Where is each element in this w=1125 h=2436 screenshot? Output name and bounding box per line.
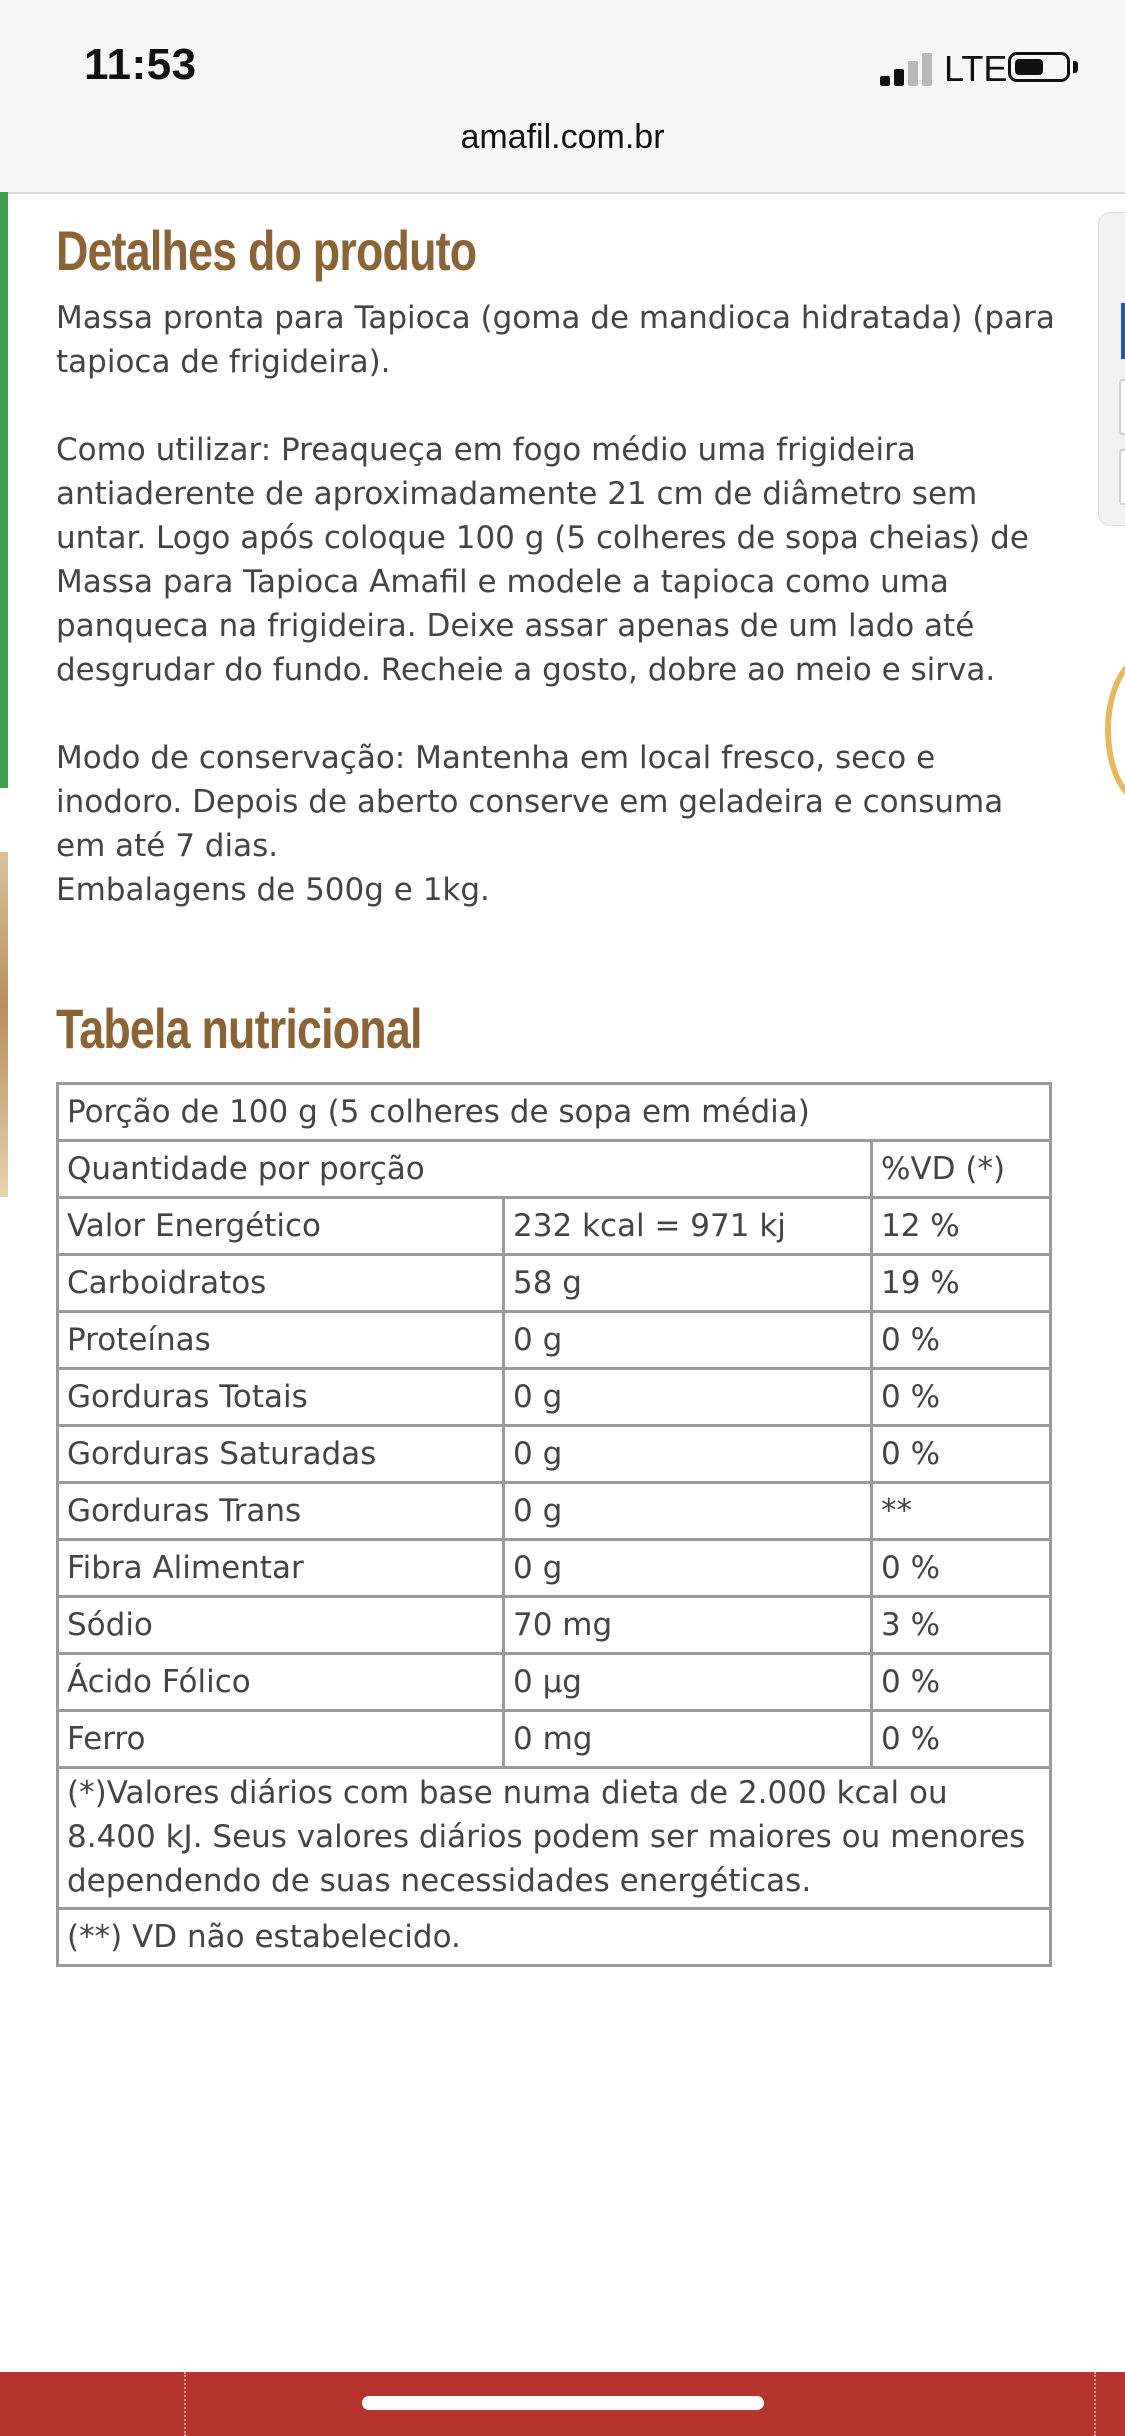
battery-icon [1008, 52, 1070, 82]
nutrient-vd-cell: 0 % [872, 1426, 1051, 1483]
details-title: Detalhes do produto [56, 219, 477, 282]
details-paragraph: Massa pronta para Tapioca (goma de mandioca hidratada) (para tapioca de frigideira). [56, 300, 1055, 380]
nutrient-name-cell: Gorduras Trans [58, 1483, 504, 1540]
nutrient-vd-cell: ** [872, 1483, 1051, 1540]
network-type: LTE [944, 48, 1008, 89]
right-edge-widget[interactable] [1098, 212, 1125, 526]
nutrient-amount-cell: 0 µg [504, 1654, 872, 1711]
header-row [58, 1141, 1051, 1198]
signal-bars-icon [880, 52, 936, 86]
serving-row [58, 1084, 1051, 1141]
nutrient-amount-cell: 0 g [504, 1369, 872, 1426]
nutrition-row [58, 1597, 1051, 1654]
nutrition-row [58, 1255, 1051, 1312]
status-time: 11:53 [84, 40, 197, 89]
details-paragraph: Como utilizar: Preaqueça em fogo médio uma frigideira antiaderente de aproximadamente 21 cm de diâmetro sem untar. Logo após coloque 100 g (5 colheres de sopa cheias) de Massa para Tapioca Amafil e modele a tapioca como uma panqueca na frigideira. Deixe assar apenas de um lado até desgrudar do fundo. Recheie a gosto, dobre ao meio e sirva. [56, 432, 1029, 688]
nutrient-vd-cell: 0 % [872, 1369, 1051, 1426]
nutrient-name-cell: Ácido Fólico [58, 1654, 504, 1711]
nutrient-vd-cell: 0 % [872, 1654, 1051, 1711]
nutrition-title: Tabela nutricional [56, 997, 422, 1060]
nutrition-table [56, 1082, 1052, 1967]
nutrient-name-cell: Gorduras Saturadas [58, 1426, 504, 1483]
nutrition-row [58, 1654, 1051, 1711]
left-edge-image [0, 852, 8, 1197]
nutrient-amount-cell: 0 g [504, 1540, 872, 1597]
nutrient-amount-cell: 0 mg [504, 1711, 872, 1768]
quantity-header: Quantidade por porção [58, 1141, 872, 1198]
nutrition-row [58, 1426, 1051, 1483]
footnote-not-established: (**) VD não estabelecido. [58, 1909, 1051, 1966]
nutrient-name-cell: Ferro [58, 1711, 504, 1768]
nutrient-name-cell: Sódio [58, 1597, 504, 1654]
nutrient-name-cell: Proteínas [58, 1312, 504, 1369]
details-paragraph: Embalagens de 500g e 1kg. [56, 872, 490, 908]
footnote-vd-basis: (*)Valores diários com base numa dieta de 2.000 kcal ou 8.400 kJ. Seus valores diários podem ser maiores ou menores dependendo de suas necessidades energéticas. [58, 1768, 1051, 1909]
nutrient-vd-cell: 0 % [872, 1312, 1051, 1369]
nutrient-vd-cell: 0 % [872, 1711, 1051, 1768]
nutrition-row [58, 1198, 1051, 1255]
browser-top-bar [0, 0, 1125, 194]
nutrition-row [58, 1540, 1051, 1597]
nutrient-name-cell: Gorduras Totais [58, 1369, 504, 1426]
nutrient-name-cell: Valor Energético [58, 1198, 504, 1255]
nutrient-name-cell: Fibra Alimentar [58, 1540, 504, 1597]
nutrient-vd-cell: 12 % [872, 1198, 1051, 1255]
nutrition-row [58, 1312, 1051, 1369]
url-bar[interactable]: amafil.com.br [460, 118, 665, 156]
nutrient-amount-cell: 0 g [504, 1426, 872, 1483]
nutrient-vd-cell: 19 % [872, 1255, 1051, 1312]
nutrient-amount-cell: 70 mg [504, 1597, 872, 1654]
home-indicator[interactable] [362, 2396, 764, 2410]
right-edge-badge [1105, 655, 1125, 805]
left-edge-accent [0, 192, 8, 788]
nutrient-amount-cell: 232 kcal = 971 kj [504, 1198, 872, 1255]
nutrient-amount-cell: 0 g [504, 1483, 872, 1540]
battery-cap [1073, 61, 1078, 73]
nutrient-name-cell: Carboidratos [58, 1255, 504, 1312]
nutrition-row [58, 1369, 1051, 1426]
nutrition-row [58, 1483, 1051, 1540]
serving-cell: Porção de 100 g (5 colheres de sopa em média) [58, 1084, 1051, 1141]
vd-header: %VD (*) [872, 1141, 1051, 1198]
footnote-row [58, 1909, 1051, 1966]
details-paragraph: Modo de conservação: Mantenha em local fresco, seco e inodoro. Depois de aberto conserve em geladeira e consuma em até 7 dias. [56, 740, 1004, 864]
footnote-row [58, 1768, 1051, 1909]
nutrient-amount-cell: 0 g [504, 1312, 872, 1369]
nutrition-row [58, 1711, 1051, 1768]
nutrient-vd-cell: 3 % [872, 1597, 1051, 1654]
nutrient-vd-cell: 0 % [872, 1540, 1051, 1597]
nutrient-amount-cell: 58 g [504, 1255, 872, 1312]
